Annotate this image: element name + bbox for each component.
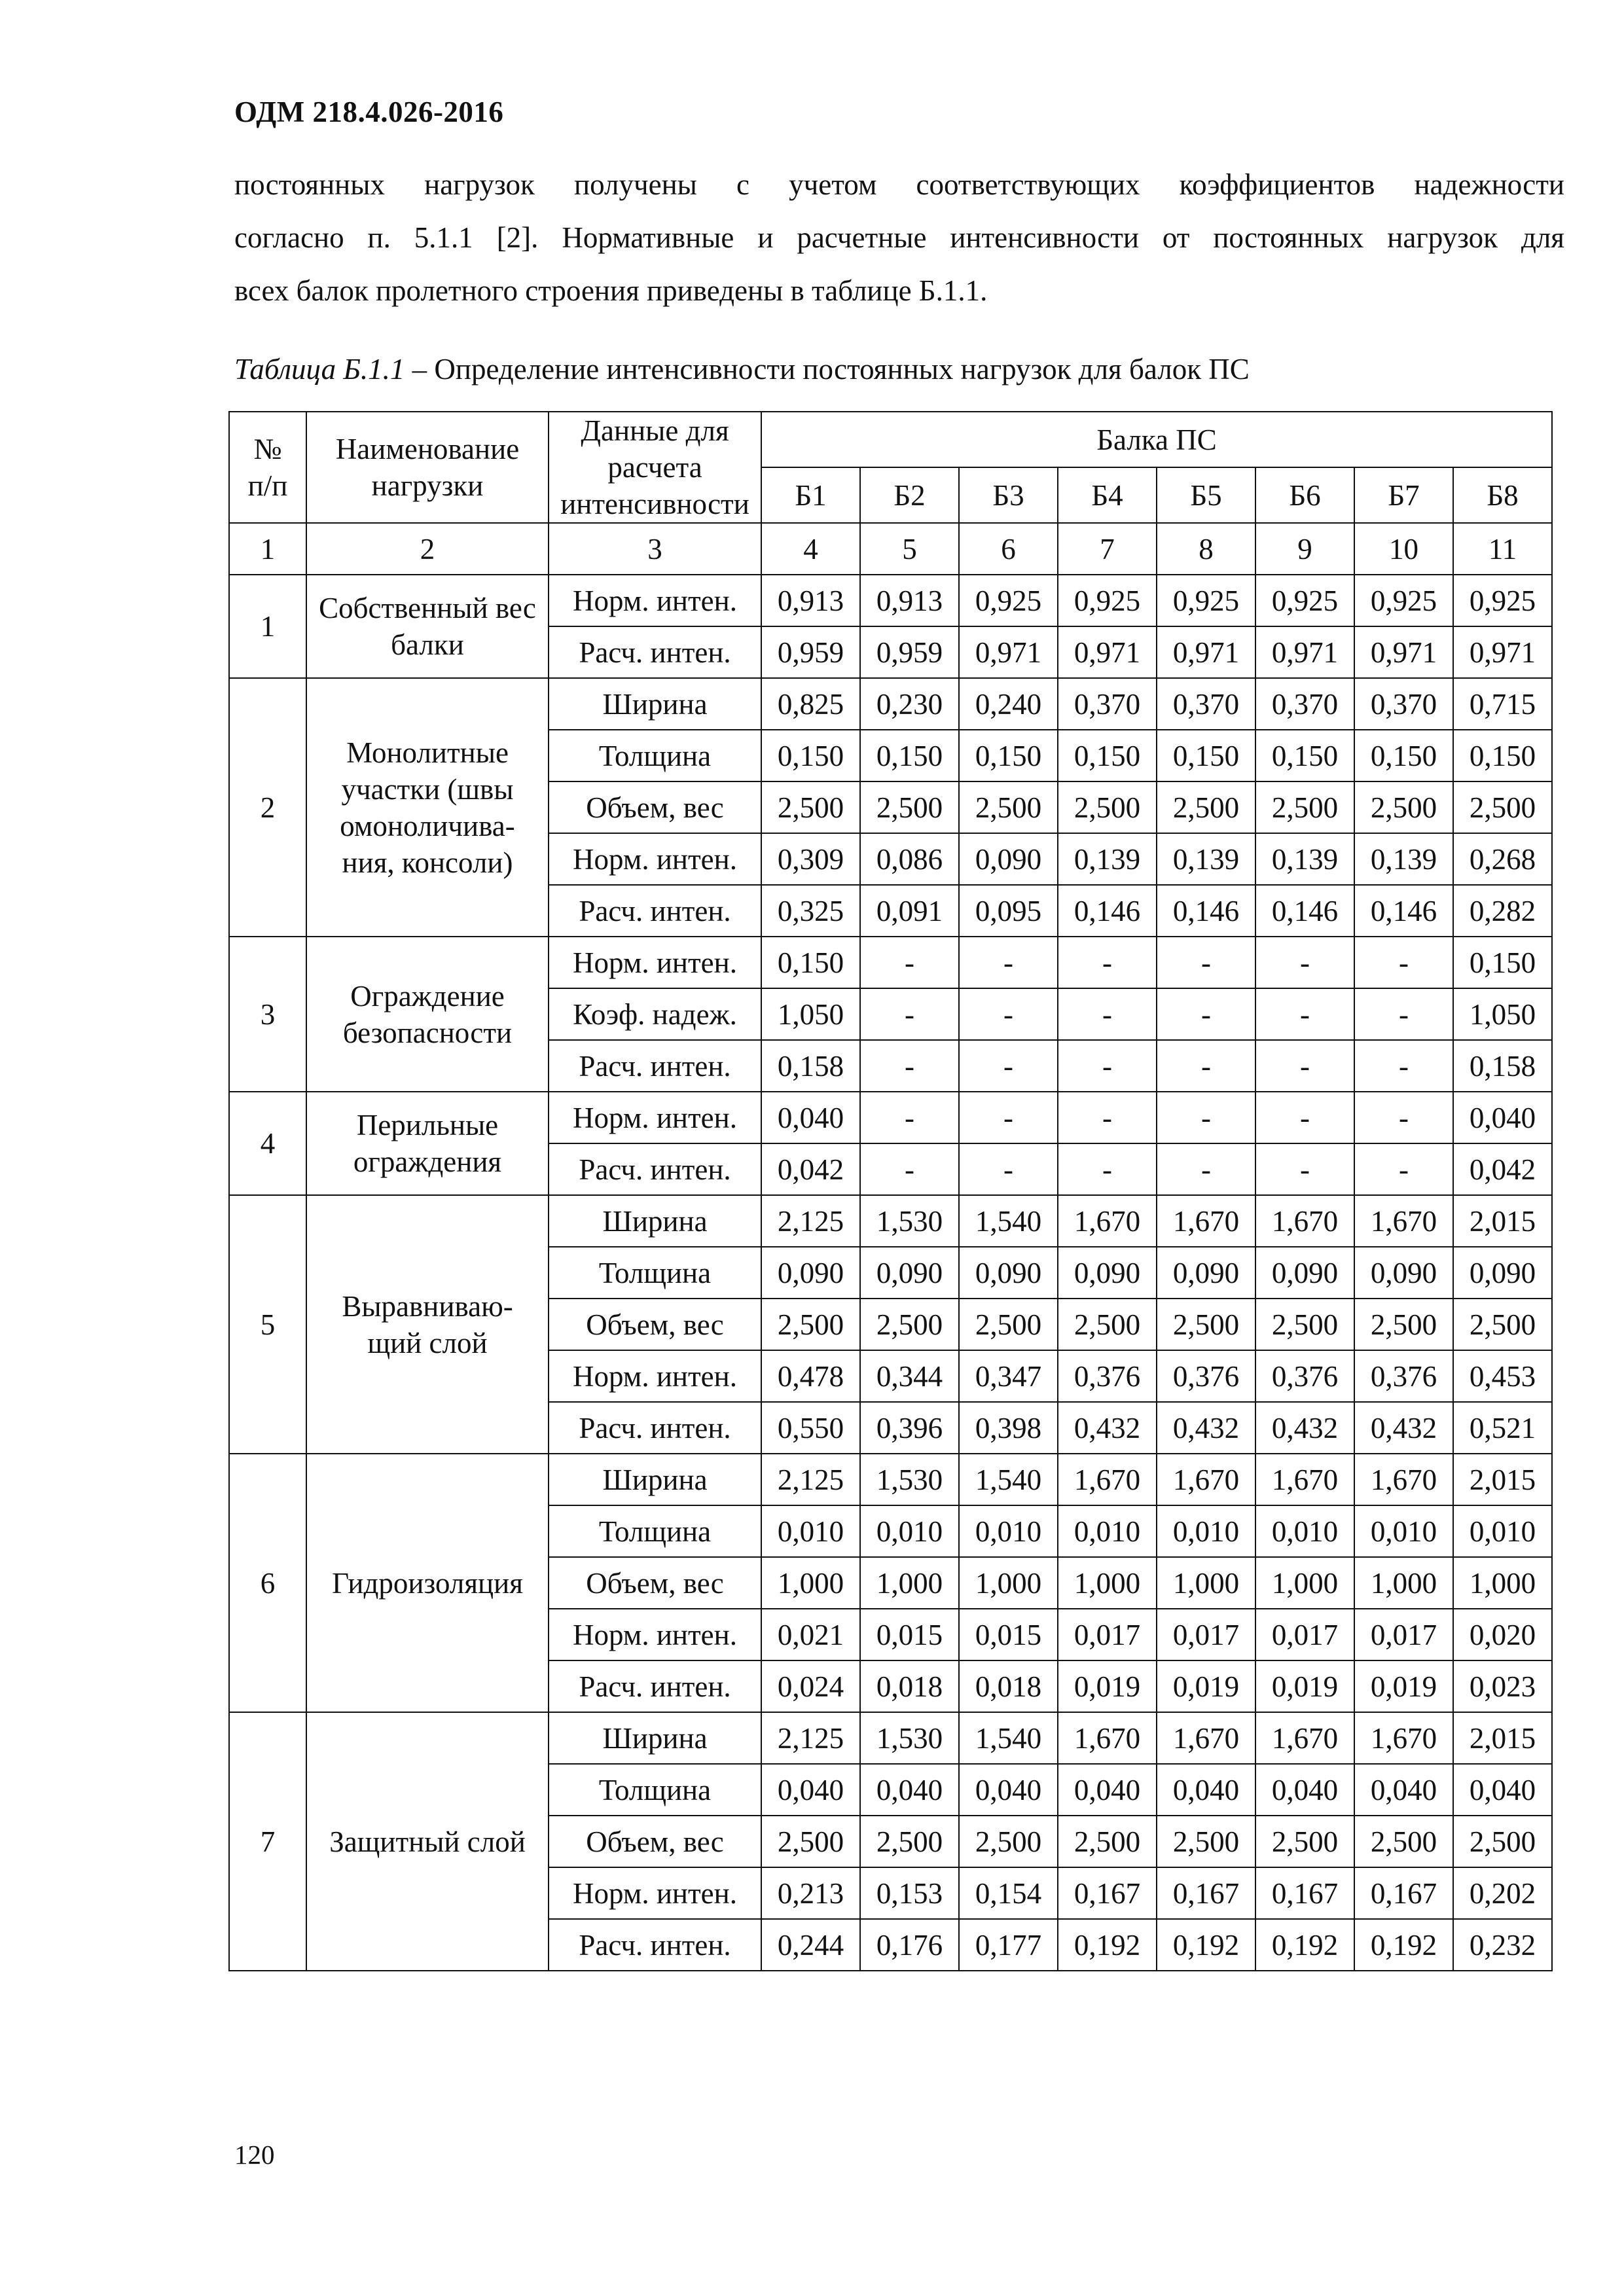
param-label: Норм. интен. — [549, 1609, 761, 1660]
value-cell: 0,040 — [1157, 1764, 1255, 1816]
table-row — [229, 937, 1552, 988]
value-cell: 2,500 — [959, 1299, 1058, 1350]
value-cell: 0,971 — [1157, 626, 1255, 678]
load-name: Собственный вес балки — [306, 575, 549, 678]
value-cell: 2,500 — [1255, 781, 1354, 833]
value-cell: - — [959, 988, 1058, 1040]
value-cell: 2,500 — [761, 1816, 860, 1867]
value-cell: 0,040 — [1453, 1092, 1552, 1143]
value-cell: 2,500 — [1453, 781, 1552, 833]
value-cell: 1,670 — [1255, 1454, 1354, 1505]
load-name: Гидроизоляция — [306, 1454, 549, 1712]
value-cell: 0,019 — [1255, 1660, 1354, 1712]
value-cell: 0,040 — [761, 1764, 860, 1816]
value-cell: 0,192 — [1255, 1919, 1354, 1971]
value-cell: 2,500 — [761, 1299, 860, 1350]
value-cell: 0,010 — [1157, 1505, 1255, 1557]
value-cell: 0,347 — [959, 1350, 1058, 1402]
header-beam: Б2 — [860, 467, 959, 523]
param-label: Норм. интен. — [549, 575, 761, 626]
value-cell: 0,139 — [1354, 833, 1453, 885]
value-cell: 0,925 — [1354, 575, 1453, 626]
value-cell: 2,500 — [1157, 1299, 1255, 1350]
value-cell: - — [1157, 1092, 1255, 1143]
value-cell: 0,925 — [959, 575, 1058, 626]
load-number: 3 — [229, 937, 306, 1092]
value-cell: 0,090 — [761, 1247, 860, 1299]
param-label: Расч. интен. — [549, 1402, 761, 1454]
value-cell: 0,309 — [761, 833, 860, 885]
value-cell: - — [1157, 937, 1255, 988]
value-cell: 2,500 — [1453, 1299, 1552, 1350]
value-cell: 0,268 — [1453, 833, 1552, 885]
value-cell: 0,042 — [1453, 1143, 1552, 1195]
param-label: Норм. интен. — [549, 937, 761, 988]
load-name: Защитный слой — [306, 1712, 549, 1971]
value-cell: 1,670 — [1157, 1195, 1255, 1247]
value-cell: 2,125 — [761, 1712, 860, 1764]
column-number: 5 — [860, 523, 959, 575]
value-cell: 0,150 — [959, 730, 1058, 781]
value-cell: 1,000 — [860, 1557, 959, 1609]
value-cell: 0,550 — [761, 1402, 860, 1454]
value-cell: - — [1255, 937, 1354, 988]
param-label: Объем, вес — [549, 1557, 761, 1609]
loads-table — [228, 411, 1553, 1971]
value-cell: 0,925 — [1255, 575, 1354, 626]
param-label: Норм. интен. — [549, 1350, 761, 1402]
value-cell: 0,971 — [1354, 626, 1453, 678]
value-cell: 1,530 — [860, 1454, 959, 1505]
value-cell: 0,150 — [761, 937, 860, 988]
header-beam: Б5 — [1157, 467, 1255, 523]
value-cell: 0,150 — [1354, 730, 1453, 781]
value-cell: 0,971 — [1255, 626, 1354, 678]
value-cell: 0,095 — [959, 885, 1058, 937]
header-num: № п/п — [229, 412, 306, 523]
load-number: 6 — [229, 1454, 306, 1712]
column-number: 7 — [1058, 523, 1157, 575]
value-cell: - — [1255, 1040, 1354, 1092]
param-label: Ширина — [549, 678, 761, 730]
value-cell: - — [860, 988, 959, 1040]
value-cell: 0,090 — [1157, 1247, 1255, 1299]
value-cell: 0,715 — [1453, 678, 1552, 730]
value-cell: 1,540 — [959, 1195, 1058, 1247]
param-label: Норм. интен. — [549, 833, 761, 885]
paragraph-line: всех балок пролетного строения приведены в таблице Б.1.1. — [234, 274, 988, 307]
value-cell: 1,670 — [1255, 1712, 1354, 1764]
body-paragraph — [234, 158, 1564, 317]
value-cell: 0,020 — [1453, 1609, 1552, 1660]
value-cell: 0,010 — [761, 1505, 860, 1557]
value-cell: - — [860, 1143, 959, 1195]
header-data: Данные для расчета интенсивности — [549, 412, 761, 523]
value-cell: 0,146 — [1255, 885, 1354, 937]
value-cell: 1,670 — [1354, 1454, 1453, 1505]
value-cell: 0,017 — [1255, 1609, 1354, 1660]
value-cell: 0,925 — [1058, 575, 1157, 626]
table-row — [229, 678, 1552, 730]
value-cell: 1,000 — [959, 1557, 1058, 1609]
value-cell: 0,192 — [1354, 1919, 1453, 1971]
value-cell: - — [1255, 1092, 1354, 1143]
value-cell: 2,500 — [959, 1816, 1058, 1867]
column-number: 3 — [549, 523, 761, 575]
value-cell: 0,018 — [860, 1660, 959, 1712]
value-cell: 0,040 — [860, 1764, 959, 1816]
document-code-header: ОДМ 218.4.026-2016 — [234, 96, 504, 128]
value-cell: 1,670 — [1157, 1454, 1255, 1505]
value-cell: 0,017 — [1354, 1609, 1453, 1660]
value-cell: 0,202 — [1453, 1867, 1552, 1919]
value-cell: 1,000 — [1157, 1557, 1255, 1609]
value-cell: 2,500 — [1058, 781, 1157, 833]
value-cell: 0,018 — [959, 1660, 1058, 1712]
value-cell: 0,230 — [860, 678, 959, 730]
value-cell: 2,015 — [1453, 1195, 1552, 1247]
table-caption — [234, 352, 1250, 386]
value-cell: 1,670 — [1058, 1712, 1157, 1764]
value-cell: 0,913 — [860, 575, 959, 626]
param-label: Ширина — [549, 1195, 761, 1247]
value-cell: 0,019 — [1354, 1660, 1453, 1712]
table-row — [229, 1195, 1552, 1247]
value-cell: 0,959 — [761, 626, 860, 678]
value-cell: 0,150 — [1453, 730, 1552, 781]
value-cell: 2,500 — [761, 781, 860, 833]
value-cell: 0,090 — [1058, 1247, 1157, 1299]
value-cell: 1,540 — [959, 1454, 1058, 1505]
value-cell: 0,090 — [1255, 1247, 1354, 1299]
paragraph-line: согласно п. 5.1.1 [2]. Нормативные и расчетные интенсивности от постоянных нагрузок для — [234, 221, 1564, 254]
value-cell: 2,500 — [1354, 781, 1453, 833]
load-number: 2 — [229, 678, 306, 937]
value-cell: 0,150 — [1453, 937, 1552, 988]
paragraph-line: постоянных нагрузок получены с учетом соответствующих коэффициентов надежности — [234, 168, 1564, 201]
value-cell: 0,158 — [1453, 1040, 1552, 1092]
value-cell: 1,670 — [1058, 1195, 1157, 1247]
value-cell: 0,146 — [1354, 885, 1453, 937]
param-label: Объем, вес — [549, 1816, 761, 1867]
value-cell: 0,376 — [1157, 1350, 1255, 1402]
value-cell: 0,478 — [761, 1350, 860, 1402]
value-cell: 2,125 — [761, 1195, 860, 1247]
header-beam: Б8 — [1453, 467, 1552, 523]
param-label: Толщина — [549, 1505, 761, 1557]
value-cell: 2,500 — [959, 781, 1058, 833]
param-label: Норм. интен. — [549, 1092, 761, 1143]
value-cell: 0,146 — [1157, 885, 1255, 937]
value-cell: 0,370 — [1157, 678, 1255, 730]
column-number: 4 — [761, 523, 860, 575]
header-beam: Б7 — [1354, 467, 1453, 523]
param-label: Расч. интен. — [549, 885, 761, 937]
value-cell: 1,050 — [1453, 988, 1552, 1040]
value-cell: 0,090 — [1453, 1247, 1552, 1299]
value-cell: 1,530 — [860, 1195, 959, 1247]
load-number: 5 — [229, 1195, 306, 1454]
value-cell: 0,010 — [1058, 1505, 1157, 1557]
value-cell: 0,396 — [860, 1402, 959, 1454]
value-cell: 0,040 — [1058, 1764, 1157, 1816]
value-cell: - — [1157, 1143, 1255, 1195]
value-cell: - — [1354, 1092, 1453, 1143]
value-cell: 1,000 — [1255, 1557, 1354, 1609]
value-cell: 0,090 — [959, 833, 1058, 885]
value-cell: 0,432 — [1255, 1402, 1354, 1454]
param-label: Ширина — [549, 1454, 761, 1505]
param-label: Ширина — [549, 1712, 761, 1764]
value-cell: 0,040 — [1453, 1764, 1552, 1816]
page-number: 120 — [234, 2140, 275, 2170]
load-name: Перильные ограждения — [306, 1092, 549, 1195]
value-cell: 0,042 — [761, 1143, 860, 1195]
value-cell: 0,325 — [761, 885, 860, 937]
value-cell: 0,086 — [860, 833, 959, 885]
column-number: 8 — [1157, 523, 1255, 575]
value-cell: 2,500 — [860, 1299, 959, 1350]
value-cell: 0,370 — [1354, 678, 1453, 730]
value-cell: 0,167 — [1157, 1867, 1255, 1919]
value-cell: 0,017 — [1058, 1609, 1157, 1660]
value-cell: 2,500 — [1255, 1299, 1354, 1350]
value-cell: 0,139 — [1058, 833, 1157, 885]
value-cell: 0,158 — [761, 1040, 860, 1092]
value-cell: - — [1058, 1143, 1157, 1195]
value-cell: 1,000 — [1058, 1557, 1157, 1609]
value-cell: - — [959, 1040, 1058, 1092]
value-cell: 0,282 — [1453, 885, 1552, 937]
value-cell: 0,244 — [761, 1919, 860, 1971]
value-cell: 0,344 — [860, 1350, 959, 1402]
value-cell: 2,500 — [860, 1816, 959, 1867]
value-cell: 0,370 — [1058, 678, 1157, 730]
value-cell: 0,167 — [1058, 1867, 1157, 1919]
value-cell: 0,090 — [1354, 1247, 1453, 1299]
table-row — [229, 1712, 1552, 1764]
value-cell: 2,500 — [1255, 1816, 1354, 1867]
value-cell: - — [959, 937, 1058, 988]
value-cell: 2,500 — [1453, 1816, 1552, 1867]
header-beam: Б4 — [1058, 467, 1157, 523]
value-cell: - — [1058, 1040, 1157, 1092]
load-name: Монолитные участки (швы омоноличива-ния, консоли) — [306, 678, 549, 937]
value-cell: 0,040 — [1255, 1764, 1354, 1816]
value-cell: - — [1058, 1092, 1157, 1143]
param-label: Объем, вес — [549, 781, 761, 833]
value-cell: 0,376 — [1354, 1350, 1453, 1402]
value-cell: 2,500 — [1354, 1816, 1453, 1867]
load-number: 1 — [229, 575, 306, 678]
value-cell: 0,150 — [1255, 730, 1354, 781]
value-cell: - — [860, 1092, 959, 1143]
value-cell: 0,959 — [860, 626, 959, 678]
value-cell: 0,398 — [959, 1402, 1058, 1454]
value-cell: 0,192 — [1157, 1919, 1255, 1971]
value-cell: - — [1255, 988, 1354, 1040]
value-cell: 0,177 — [959, 1919, 1058, 1971]
value-cell: 2,500 — [1157, 781, 1255, 833]
value-cell: 0,376 — [1058, 1350, 1157, 1402]
value-cell: 0,232 — [1453, 1919, 1552, 1971]
header-beam: Б3 — [959, 467, 1058, 523]
column-number: 9 — [1255, 523, 1354, 575]
value-cell: 0,019 — [1157, 1660, 1255, 1712]
table-caption-label: Таблица Б.1.1 — [234, 353, 405, 386]
value-cell: 0,017 — [1157, 1609, 1255, 1660]
value-cell: 0,971 — [959, 626, 1058, 678]
value-cell: 0,010 — [1453, 1505, 1552, 1557]
value-cell: 1,670 — [1157, 1712, 1255, 1764]
value-cell: 0,040 — [959, 1764, 1058, 1816]
value-cell: - — [860, 937, 959, 988]
load-number: 7 — [229, 1712, 306, 1971]
value-cell: 0,432 — [1157, 1402, 1255, 1454]
table-row — [229, 1454, 1552, 1505]
value-cell: 0,192 — [1058, 1919, 1157, 1971]
table-row — [229, 1092, 1552, 1143]
value-cell: 0,971 — [1058, 626, 1157, 678]
value-cell: 0,150 — [860, 730, 959, 781]
value-cell: 0,150 — [761, 730, 860, 781]
param-label: Толщина — [549, 1764, 761, 1816]
value-cell: 1,670 — [1255, 1195, 1354, 1247]
param-label: Расч. интен. — [549, 1660, 761, 1712]
value-cell: 1,670 — [1354, 1712, 1453, 1764]
value-cell: 0,913 — [761, 575, 860, 626]
value-cell: 0,019 — [1058, 1660, 1157, 1712]
value-cell: 0,453 — [1453, 1350, 1552, 1402]
value-cell: 0,167 — [1255, 1867, 1354, 1919]
value-cell: - — [1354, 1040, 1453, 1092]
value-cell: - — [1354, 988, 1453, 1040]
value-cell: 0,370 — [1255, 678, 1354, 730]
value-cell: 0,925 — [1453, 575, 1552, 626]
value-cell: 0,925 — [1157, 575, 1255, 626]
value-cell: 1,670 — [1354, 1195, 1453, 1247]
value-cell: 0,010 — [1354, 1505, 1453, 1557]
header-beam-group: Балка ПС — [761, 412, 1552, 467]
param-label: Расч. интен. — [549, 1919, 761, 1971]
column-number: 2 — [306, 523, 549, 575]
column-number: 1 — [229, 523, 306, 575]
value-cell: 0,167 — [1354, 1867, 1453, 1919]
value-cell: 2,500 — [860, 781, 959, 833]
value-cell: 0,010 — [860, 1505, 959, 1557]
column-number: 6 — [959, 523, 1058, 575]
value-cell: 1,000 — [1453, 1557, 1552, 1609]
param-label: Расч. интен. — [549, 626, 761, 678]
param-label: Норм. интен. — [549, 1867, 761, 1919]
load-number: 4 — [229, 1092, 306, 1195]
value-cell: 0,021 — [761, 1609, 860, 1660]
value-cell: 0,521 — [1453, 1402, 1552, 1454]
value-cell: 2,500 — [1354, 1299, 1453, 1350]
value-cell: 0,150 — [1157, 730, 1255, 781]
table-caption-text: – Определение интенсивности постоянных нагрузок для балок ПС — [405, 353, 1250, 386]
value-cell: 0,139 — [1157, 833, 1255, 885]
param-label: Толщина — [549, 730, 761, 781]
value-cell: 0,040 — [1354, 1764, 1453, 1816]
column-number: 11 — [1453, 523, 1552, 575]
value-cell: 0,153 — [860, 1867, 959, 1919]
param-label: Расч. интен. — [549, 1143, 761, 1195]
column-number: 10 — [1354, 523, 1453, 575]
header-load-name: Наименование нагрузки — [306, 412, 549, 523]
param-label: Толщина — [549, 1247, 761, 1299]
value-cell: - — [1157, 1040, 1255, 1092]
value-cell: 2,015 — [1453, 1712, 1552, 1764]
value-cell: 2,125 — [761, 1454, 860, 1505]
value-cell: 1,530 — [860, 1712, 959, 1764]
value-cell: 0,146 — [1058, 885, 1157, 937]
value-cell: 0,432 — [1058, 1402, 1157, 1454]
value-cell: 0,176 — [860, 1919, 959, 1971]
value-cell: 0,213 — [761, 1867, 860, 1919]
value-cell: - — [1058, 937, 1157, 988]
value-cell: 0,154 — [959, 1867, 1058, 1919]
value-cell: - — [959, 1092, 1058, 1143]
value-cell: 0,376 — [1255, 1350, 1354, 1402]
load-name: Ограждение безопасности — [306, 937, 549, 1092]
value-cell: 0,010 — [1255, 1505, 1354, 1557]
value-cell: 0,971 — [1453, 626, 1552, 678]
value-cell: 0,090 — [860, 1247, 959, 1299]
value-cell: 2,500 — [1157, 1816, 1255, 1867]
value-cell: 2,500 — [1058, 1816, 1157, 1867]
value-cell: 2,500 — [1058, 1299, 1157, 1350]
header-beam: Б1 — [761, 467, 860, 523]
value-cell: 1,670 — [1058, 1454, 1157, 1505]
value-cell: 0,015 — [959, 1609, 1058, 1660]
value-cell: - — [1354, 937, 1453, 988]
header-beam: Б6 — [1255, 467, 1354, 523]
param-label: Коэф. надеж. — [549, 988, 761, 1040]
value-cell: 2,015 — [1453, 1454, 1552, 1505]
value-cell: - — [1157, 988, 1255, 1040]
value-cell: 0,015 — [860, 1609, 959, 1660]
load-name: Выравниваю-щий слой — [306, 1195, 549, 1454]
value-cell: - — [959, 1143, 1058, 1195]
param-label: Объем, вес — [549, 1299, 761, 1350]
value-cell: 0,150 — [1058, 730, 1157, 781]
value-cell: 1,000 — [761, 1557, 860, 1609]
value-cell: 0,090 — [959, 1247, 1058, 1299]
value-cell: 0,139 — [1255, 833, 1354, 885]
value-cell: 0,091 — [860, 885, 959, 937]
value-cell: 0,023 — [1453, 1660, 1552, 1712]
value-cell: 1,540 — [959, 1712, 1058, 1764]
value-cell: 0,240 — [959, 678, 1058, 730]
value-cell: 0,010 — [959, 1505, 1058, 1557]
table-row — [229, 575, 1552, 626]
value-cell: - — [1058, 988, 1157, 1040]
value-cell: - — [1255, 1143, 1354, 1195]
value-cell: 1,050 — [761, 988, 860, 1040]
value-cell: 0,040 — [761, 1092, 860, 1143]
value-cell: - — [860, 1040, 959, 1092]
value-cell: 0,432 — [1354, 1402, 1453, 1454]
value-cell: - — [1354, 1143, 1453, 1195]
value-cell: 1,000 — [1354, 1557, 1453, 1609]
value-cell: 0,825 — [761, 678, 860, 730]
param-label: Расч. интен. — [549, 1040, 761, 1092]
value-cell: 0,024 — [761, 1660, 860, 1712]
